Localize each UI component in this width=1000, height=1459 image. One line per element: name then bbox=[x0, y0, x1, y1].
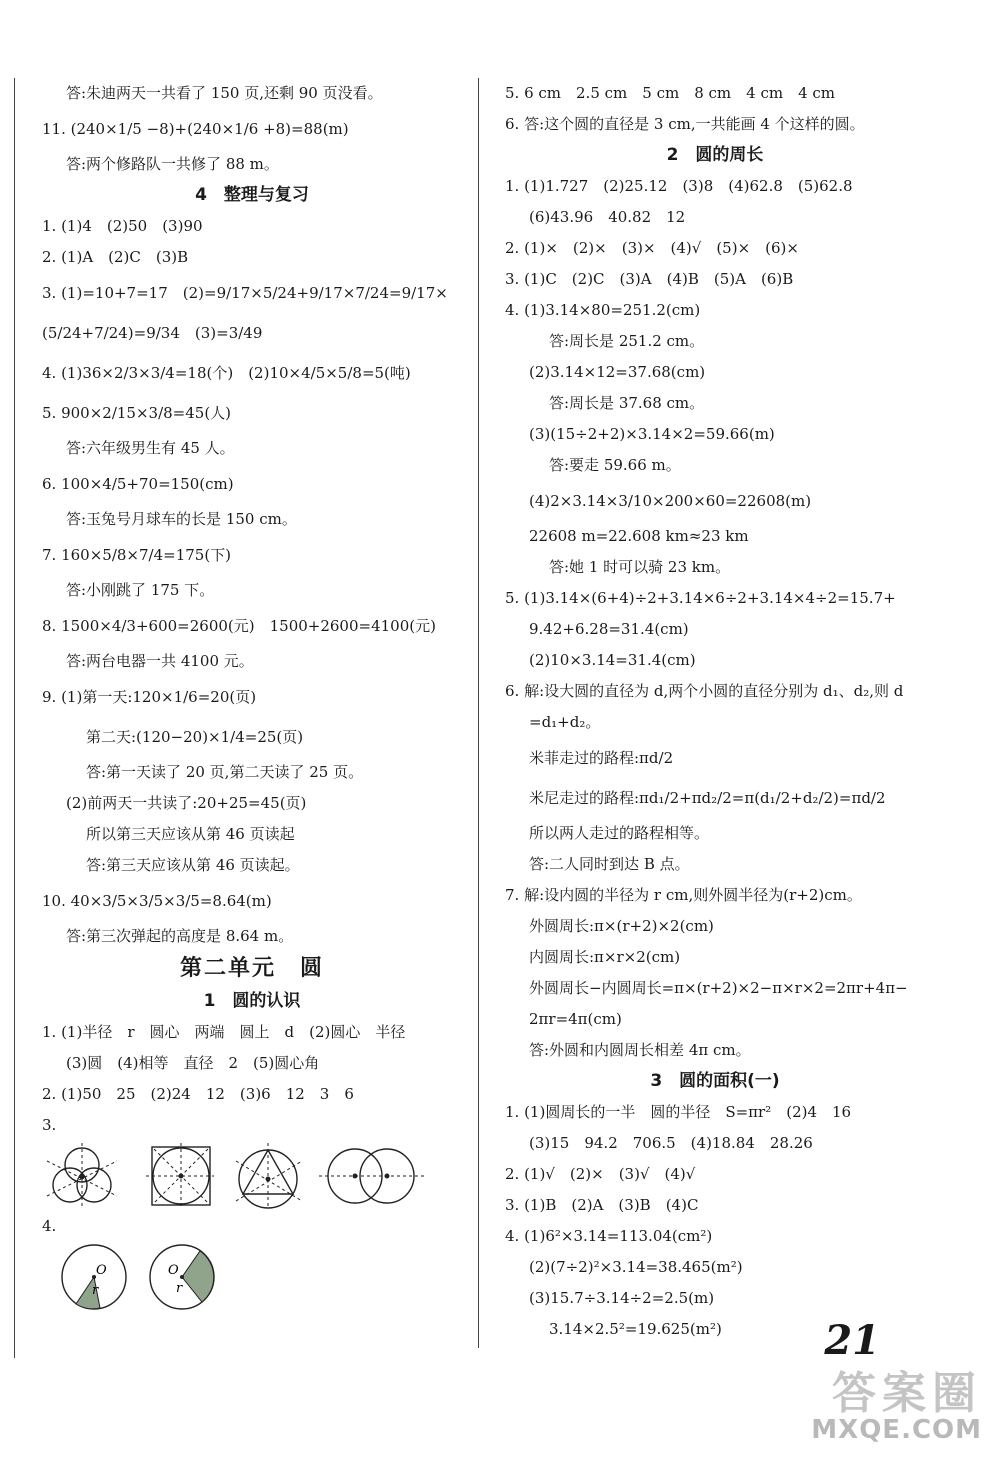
answer-line: 2. (1)A (2)C (3)B bbox=[42, 248, 189, 266]
left-margin-rule bbox=[14, 78, 15, 1358]
answer-line: (2)(7÷2)²×3.14=38.465(m²) bbox=[529, 1258, 743, 1276]
answer-line: 答:第三天应该从第 46 页读起。 bbox=[86, 856, 300, 874]
svg-text:r: r bbox=[92, 1283, 99, 1298]
answer-line: 答:二人同时到达 B 点。 bbox=[529, 855, 690, 873]
answer-line: 4. (1)36×2/3×3/4=18(个) (2)10×4/5×5/8=5(吨) bbox=[42, 364, 411, 382]
figure-3-label: 3. bbox=[42, 1116, 57, 1134]
answer-line: 答:朱迪两天一共看了 150 页,还剩 90 页没看。 bbox=[66, 84, 383, 102]
answer-line: (3)圆 (4)相等 直径 2 (5)圆心角 bbox=[66, 1054, 320, 1072]
answer-line: (3)15.7÷3.14÷2=2.5(m) bbox=[529, 1289, 715, 1307]
answer-line: 3. (1)B (2)A (3)B (4)C bbox=[505, 1196, 699, 1214]
section-title: 2 圆的周长 bbox=[666, 145, 764, 165]
answer-line: 2πr=4π(cm) bbox=[529, 1010, 622, 1028]
answer-line: 外圆周长−内圆周长=π×(r+2)×2−π×r×2=2πr+4π− bbox=[529, 979, 908, 997]
answer-line: 5. 900×2/15×3/8=45(人) bbox=[42, 404, 232, 422]
answer-line: 4. (1)3.14×80=251.2(cm) bbox=[505, 301, 701, 319]
answer-line: 2. (1)√ (2)× (3)√ (4)√ bbox=[505, 1165, 696, 1183]
two-circles-figure bbox=[317, 1141, 427, 1211]
answer-line: 1. (1)4 (2)50 (3)90 bbox=[42, 217, 203, 235]
answer-line: 1. (1)1.727 (2)25.12 (3)8 (4)62.8 (5)62.8 bbox=[505, 177, 853, 195]
watermark-bottom: MXQE.COM bbox=[811, 1415, 982, 1445]
answer-line: 3. (1)C (2)C (3)A (4)B (5)A (6)B bbox=[505, 270, 794, 288]
answer-line: 8. 1500×4/3+600=2600(元) 1500+2600=4100(元) bbox=[42, 617, 436, 635]
answer-line: (3)15 94.2 706.5 (4)18.84 28.26 bbox=[529, 1134, 813, 1152]
square-circle-figure bbox=[142, 1141, 214, 1211]
answer-line: 2. (1)50 25 (2)24 12 (3)6 12 3 6 bbox=[42, 1085, 354, 1103]
watermark-top: 答案圈 bbox=[832, 1368, 982, 1419]
right-column bbox=[505, 78, 925, 1345]
figure-row-3 bbox=[42, 1141, 462, 1211]
answer-line: (2)前两天一共读了:20+25=45(页) bbox=[66, 794, 307, 812]
answer-line: 9.42+6.28=31.4(cm) bbox=[529, 620, 689, 638]
answer-line: 答:两个修路队一共修了 88 m。 bbox=[66, 155, 279, 173]
answer-line: 7. 160×5/8×7/4=175(下) bbox=[42, 546, 232, 564]
answer-line: 答:第一天读了 20 页,第二天读了 25 页。 bbox=[86, 763, 364, 781]
answer-line: 答:小刚跳了 175 下。 bbox=[66, 581, 215, 599]
sector-figure-1 bbox=[54, 1242, 134, 1312]
answer-line: 5. (1)3.14×(6+4)÷2+3.14×6÷2+3.14×4÷2=15.7+ bbox=[505, 589, 896, 607]
answer-line: 4. (1)6²×3.14=113.04(cm²) bbox=[505, 1227, 713, 1245]
answer-line: 所以两人走过的路程相等。 bbox=[529, 824, 710, 842]
answer-line: 答:第三次弹起的高度是 8.64 m。 bbox=[66, 927, 294, 945]
answer-line: (2)3.14×12=37.68(cm) bbox=[529, 363, 706, 381]
answer-line: 6. 解:设大圆的直径为 d,两个小圆的直径分别为 d₁、d₂,则 d bbox=[505, 682, 904, 700]
section-title: 3 圆的面积(一) bbox=[650, 1071, 780, 1091]
answer-line: 9. (1)第一天:120×1/6=20(页) bbox=[42, 688, 257, 706]
answer-line: 米菲走过的路程:πd/2 bbox=[529, 749, 674, 767]
answer-line: =d₁+d₂。 bbox=[529, 713, 601, 731]
answer-line: 答:玉兔号月球车的长是 150 cm。 bbox=[66, 510, 297, 528]
unit-title: 第二单元 圆 bbox=[179, 956, 324, 981]
answer-line: 答:外圆和内圆周长相差 4π cm。 bbox=[529, 1041, 751, 1059]
answer-line: 22608 m=22.608 km≈23 km bbox=[529, 527, 749, 545]
svg-text:O: O bbox=[168, 1263, 179, 1278]
answer-line: 1. (1)半径 r 圆心 两端 圆上 d (2)圆心 半径 bbox=[42, 1023, 406, 1041]
left-column bbox=[42, 78, 462, 1312]
column-divider bbox=[478, 78, 479, 1348]
answer-line: 米尼走过的路程:πd₁/2+πd₂/2=π(d₁/2+d₂/2)=πd/2 bbox=[529, 789, 886, 807]
answer-line: 2. (1)× (2)× (3)× (4)√ (5)× (6)× bbox=[505, 239, 799, 257]
answer-line: 答:要走 59.66 m。 bbox=[549, 456, 681, 474]
answer-line: (2)10×3.14=31.4(cm) bbox=[529, 651, 696, 669]
sector-figure-2 bbox=[142, 1242, 222, 1312]
answer-line: 11. (240×1/5 −8)+(240×1/6 +8)=88(m) bbox=[42, 120, 349, 138]
answer-line: 6. 答:这个圆的直径是 3 cm,一共能画 4 个这样的圆。 bbox=[505, 115, 865, 133]
answer-line: 7. 解:设内圆的半径为 r cm,则外圆半径为(r+2)cm。 bbox=[505, 886, 862, 904]
answer-line: 6. 100×4/5+70=150(cm) bbox=[42, 475, 234, 493]
answer-line: (6)43.96 40.82 12 bbox=[529, 208, 686, 226]
section-title: 1 圆的认识 bbox=[203, 991, 301, 1011]
answer-line: 外圆周长:π×(r+2)×2(cm) bbox=[529, 917, 714, 935]
svg-text:O: O bbox=[96, 1263, 107, 1278]
answer-line: 答:周长是 251.2 cm。 bbox=[549, 332, 705, 350]
answer-line: 10. 40×3/5×3/5×3/5=8.64(m) bbox=[42, 892, 272, 910]
section-title: 4 整理与复习 bbox=[195, 185, 309, 205]
answer-line: 内圆周长:π×r×2(cm) bbox=[529, 948, 681, 966]
answer-line: 答:六年级男生有 45 人。 bbox=[66, 439, 235, 457]
answer-line: 答:周长是 37.68 cm。 bbox=[549, 394, 705, 412]
answer-line: (5/24+7/24)=9/34 (3)=3/49 bbox=[42, 324, 263, 342]
answer-line: 1. (1)圆周长的一半 圆的半径 S=πr² (2)4 16 bbox=[505, 1103, 852, 1121]
answer-line: 第二天:(120−20)×1/4=25(页) bbox=[86, 728, 304, 746]
answer-line: 5. 6 cm 2.5 cm 5 cm 8 cm 4 cm 4 cm bbox=[505, 84, 836, 102]
answer-line: 3.14×2.5²=19.625(m²) bbox=[549, 1320, 722, 1338]
answer-line: (4)2×3.14×3/10×200×60=22608(m) bbox=[529, 492, 812, 510]
svg-text:r: r bbox=[176, 1281, 183, 1296]
answer-line: 所以第三天应该从第 46 页读起 bbox=[86, 825, 295, 843]
answer-line: 3. (1)=10+7=17 (2)=9/17×5/24+9/17×7/24=9/17× bbox=[42, 284, 448, 302]
answer-line: (3)(15÷2+2)×3.14×2=59.66(m) bbox=[529, 425, 775, 443]
figure-4-label: 4. bbox=[42, 1217, 57, 1235]
answer-line: 答:她 1 时可以骑 23 km。 bbox=[549, 558, 731, 576]
figure-row-4 bbox=[42, 1242, 462, 1312]
page-number: 21 bbox=[824, 1317, 880, 1364]
answer-line: 答:两台电器一共 4100 元。 bbox=[66, 652, 254, 670]
three-circles-figure bbox=[42, 1141, 122, 1211]
triangle-circle-figure bbox=[232, 1141, 304, 1211]
watermark bbox=[811, 1357, 982, 1445]
